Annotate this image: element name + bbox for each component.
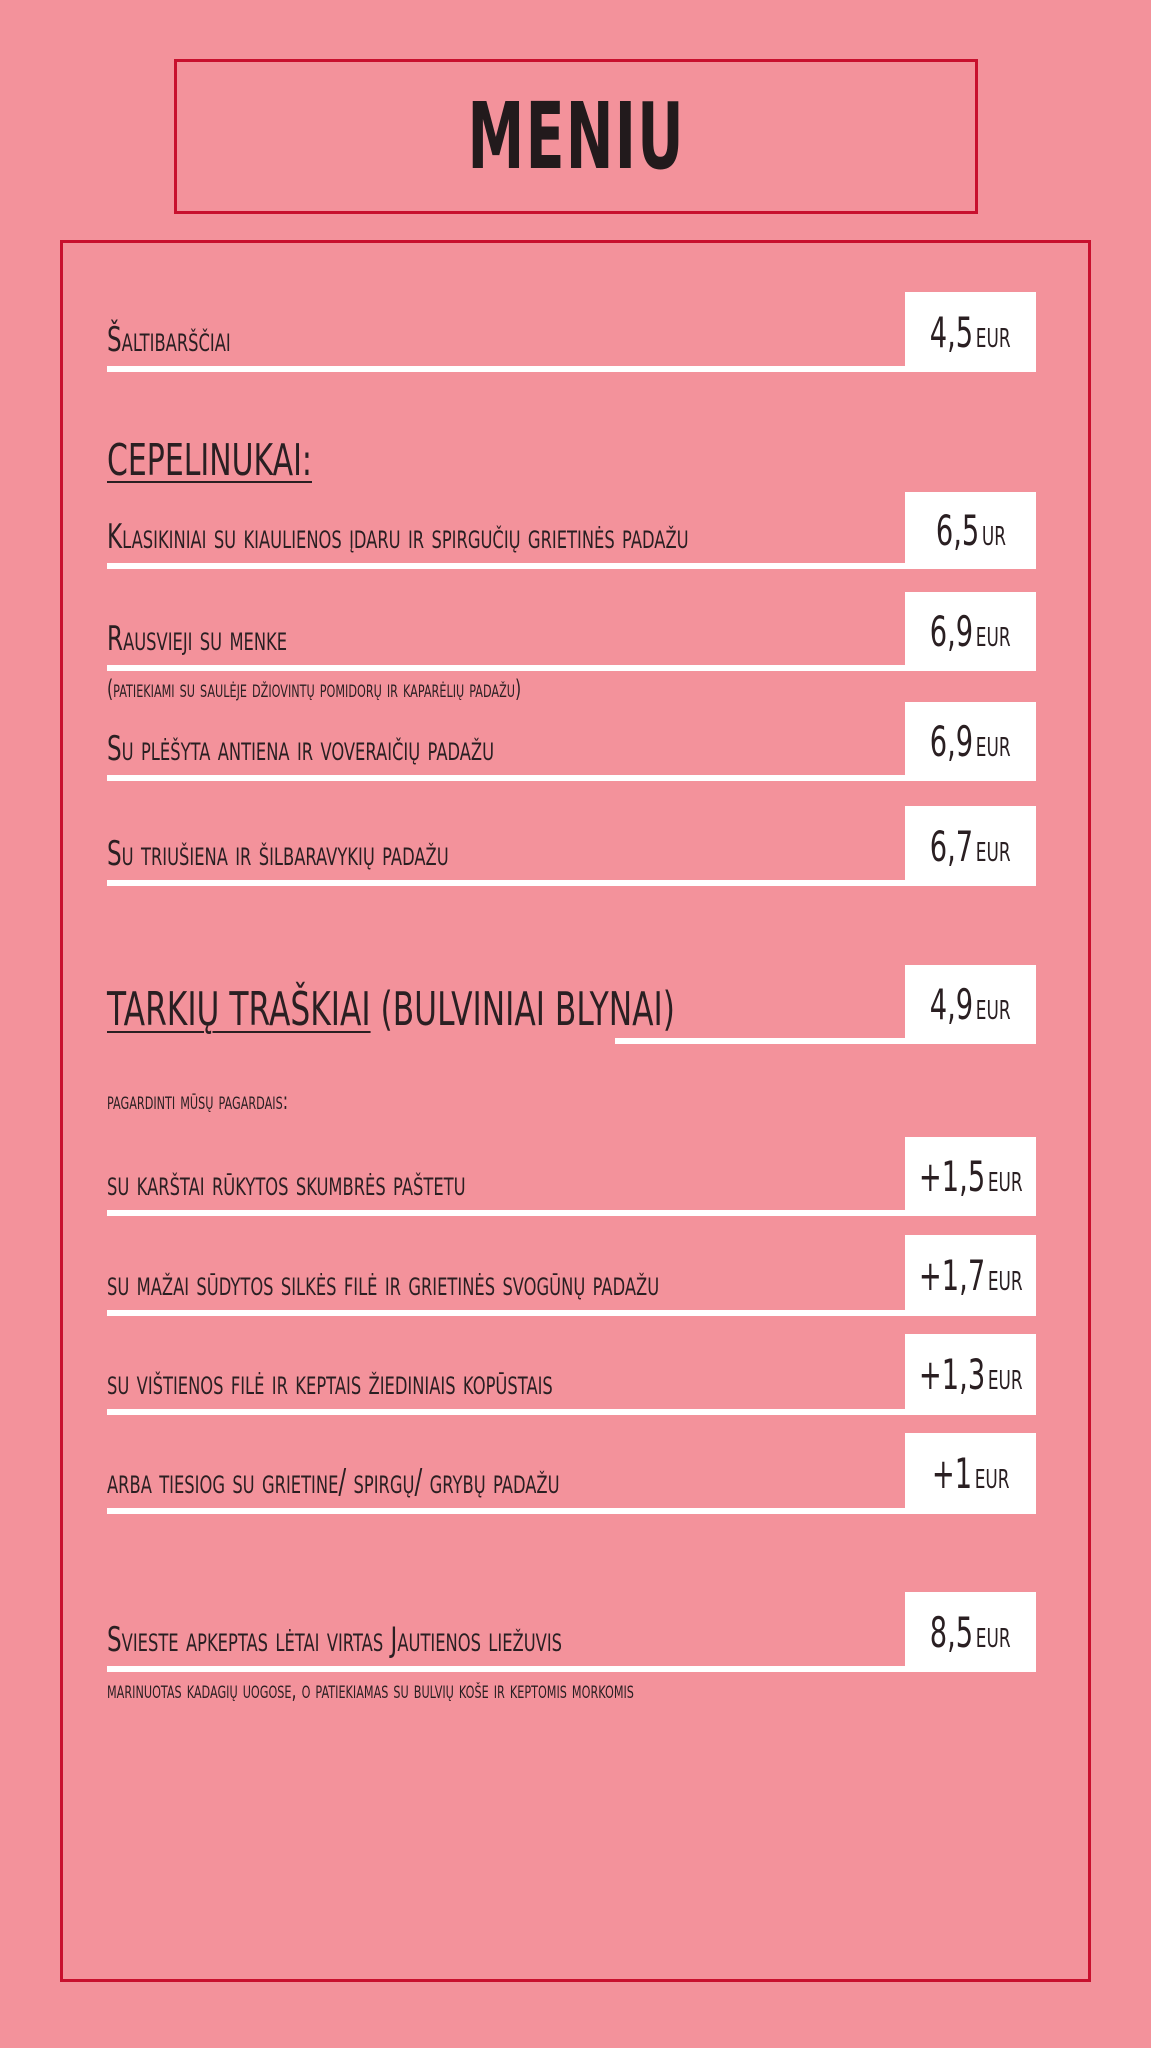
item-price: 8,5EUR	[930, 1607, 1011, 1657]
item-note: marinuotas kadagių uogose, o patiekiamas su bulvių koše ir keptomis morkomis	[107, 1676, 634, 1704]
price-box	[905, 806, 1036, 886]
menu-item	[107, 806, 1036, 886]
item-label: Su plėšyta antiena ir voveraičių padažu	[107, 729, 495, 769]
item-label: su vištienos filė ir keptais žiediniais kopūstais	[107, 1363, 553, 1403]
item-underline	[107, 1508, 1036, 1514]
price-box	[905, 1235, 1036, 1316]
item-label: Klasikiniai su kiaulienos įdaru ir spirgučių grietinės padažu	[107, 517, 689, 557]
item-underline	[107, 1210, 1036, 1216]
item-note: pagardinti mūsų pagardais:	[107, 1087, 289, 1115]
item-price: +1,5 EUR	[918, 1152, 1023, 1201]
menu-item	[107, 1592, 1036, 1672]
item-underline	[107, 880, 1036, 886]
item-underline	[107, 1310, 1036, 1316]
menu-item-tarkiu	[107, 965, 1036, 1044]
item-underline	[107, 1666, 1036, 1672]
price-box	[905, 492, 1036, 569]
item-price: 4,9EUR	[930, 980, 1011, 1029]
item-label: Rausvieji su menke	[107, 619, 288, 659]
price-box	[905, 1592, 1036, 1672]
section-heading-cepelinukai: CEPELINUKAI:	[107, 435, 312, 486]
item-price: +1,7 EUR	[918, 1251, 1023, 1300]
menu-item	[107, 1334, 1036, 1415]
price-box	[905, 592, 1036, 671]
item-underline	[107, 775, 1036, 781]
item-label: Svieste apkeptas lėtai virtas Jautienos liežuvis	[107, 1620, 562, 1660]
price-box	[905, 292, 1036, 372]
item-label: Su triušiena ir šilbaravykių padažu	[107, 834, 449, 874]
price-box	[905, 965, 1036, 1044]
menu-item	[107, 292, 1036, 372]
item-underline	[107, 1409, 1036, 1415]
item-underline	[107, 366, 1036, 372]
item-price: +1 EUR	[931, 1449, 1010, 1498]
item-label: su mažai sūdytos silkės filė ir grietinės svogūnų padažu	[107, 1264, 660, 1304]
menu-item	[107, 1433, 1036, 1514]
item-price: 6,9EUR	[930, 607, 1011, 656]
menu-item	[107, 1137, 1036, 1216]
item-price: +1,3 EUR	[918, 1350, 1023, 1399]
price-box	[905, 702, 1036, 781]
item-underline	[107, 665, 1036, 671]
item-price: 6,9EUR	[930, 717, 1011, 766]
menu-item	[107, 492, 1036, 569]
price-box	[905, 1433, 1036, 1514]
page-title: MENIU	[467, 83, 685, 190]
menu-item	[107, 592, 1036, 671]
price-box	[905, 1137, 1036, 1216]
item-label: Šaltibarščiai	[107, 320, 231, 360]
menu-item	[107, 702, 1036, 781]
item-price: 6,5UR	[935, 506, 1006, 555]
item-label: su karštai rūkytos skumbrės paštetu	[107, 1164, 466, 1204]
menu-item	[107, 1235, 1036, 1316]
item-label: TARKIŲ TRAŠKIAI (BULVINIAI BLYNAI)	[107, 982, 675, 1036]
item-note: (patiekiami su saulėje džiovintų pomidorų ir kaparėlių padažu)	[107, 675, 522, 703]
item-underline	[107, 563, 1036, 569]
item-price: 4,5EUR	[930, 307, 1011, 357]
item-label: arba tiesiog su grietine/ spirgų/ grybų padažu	[107, 1462, 560, 1502]
menu-title-box	[174, 59, 978, 214]
price-box	[905, 1334, 1036, 1415]
item-price: 6,7EUR	[930, 821, 1011, 871]
